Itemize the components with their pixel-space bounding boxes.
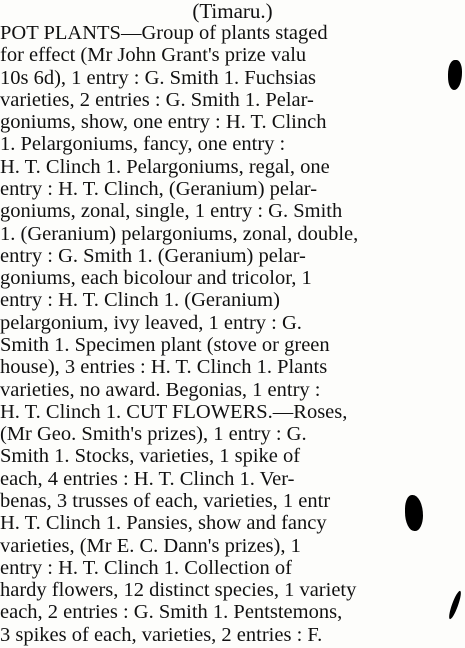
text-line-18: H. T. Clinch 1. CUT FLOWERS.—Roses, [0,400,348,423]
text-line-15: Smith 1. Specimen plant (stove or green [0,334,330,356]
text-line-9: goniums, zonal, single, 1 entry : G. Smith [0,200,343,223]
text-line-27: each, 2 entries : G. Smith 1. Pentstemons, [0,601,343,624]
text-line-2: for effect (Mr John Grant's prize valu [0,44,307,67]
text-line-17: varieties, no award. Begonias, 1 entry : [0,378,321,401]
text-line-3: 10s 6d), 1 entry : G. Smith 1. Fuchsias [0,66,317,89]
text-line-22: benas, 3 trusses of each, varieties, 1 entr [0,490,331,512]
text-line-23: H. T. Clinch 1. Pansies, show and fancy [0,512,327,535]
text-line-26: hardy flowers, 12 distinct species, 1 variety [0,579,357,602]
text-line-14: pelargonium, ivy leaved, 1 entry : G. [0,311,302,334]
text-line-21: each, 4 entries : H. T. Clinch 1. Ver- [0,467,295,490]
text-line-13: entry : H. T. Clinch 1. (Geranium) [0,289,280,312]
text-line-5: goniums, show, one entry : H. T. Clinch [0,111,327,134]
text-line-6: 1. Pelargoniums, fancy, one entry : [0,133,286,156]
text-line-20: Smith 1. Stocks, varieties, 1 spike of [0,445,301,468]
text-line-10: 1. (Geranium) pelargoniums, zonal, double, [0,222,359,245]
text-line-12: goniums, each bicolour and tricolor, 1 [0,267,312,290]
text-line-24: varieties, (Mr E. C. Dann's prizes), 1 [0,534,301,557]
text-line-1: POT PLANTS—Group of plants staged [0,22,328,44]
text-line-8: entry : H. T. Clinch, (Geranium) pelar- [0,178,318,200]
text-line-11: entry : G. Smith 1. (Geranium) pelar- [0,244,306,267]
text-line-19: (Mr Geo. Smith's prizes), 1 entry : G. [0,423,307,446]
text-line-25: entry : H. T. Clinch 1. Collection of [0,556,292,579]
text-line-16: house), 3 entries : H. T. Clinch 1. Plants [0,356,328,379]
text-line-7: H. T. Clinch 1. Pelargoniums, regal, one [0,155,330,178]
text-line-4: varieties, 2 entries : G. Smith 1. Pelar- [0,88,314,111]
text-line-28: 3 spikes of each, varieties, 2 entries : F. [0,623,323,646]
location-heading: (Timaru.) [192,0,273,23]
